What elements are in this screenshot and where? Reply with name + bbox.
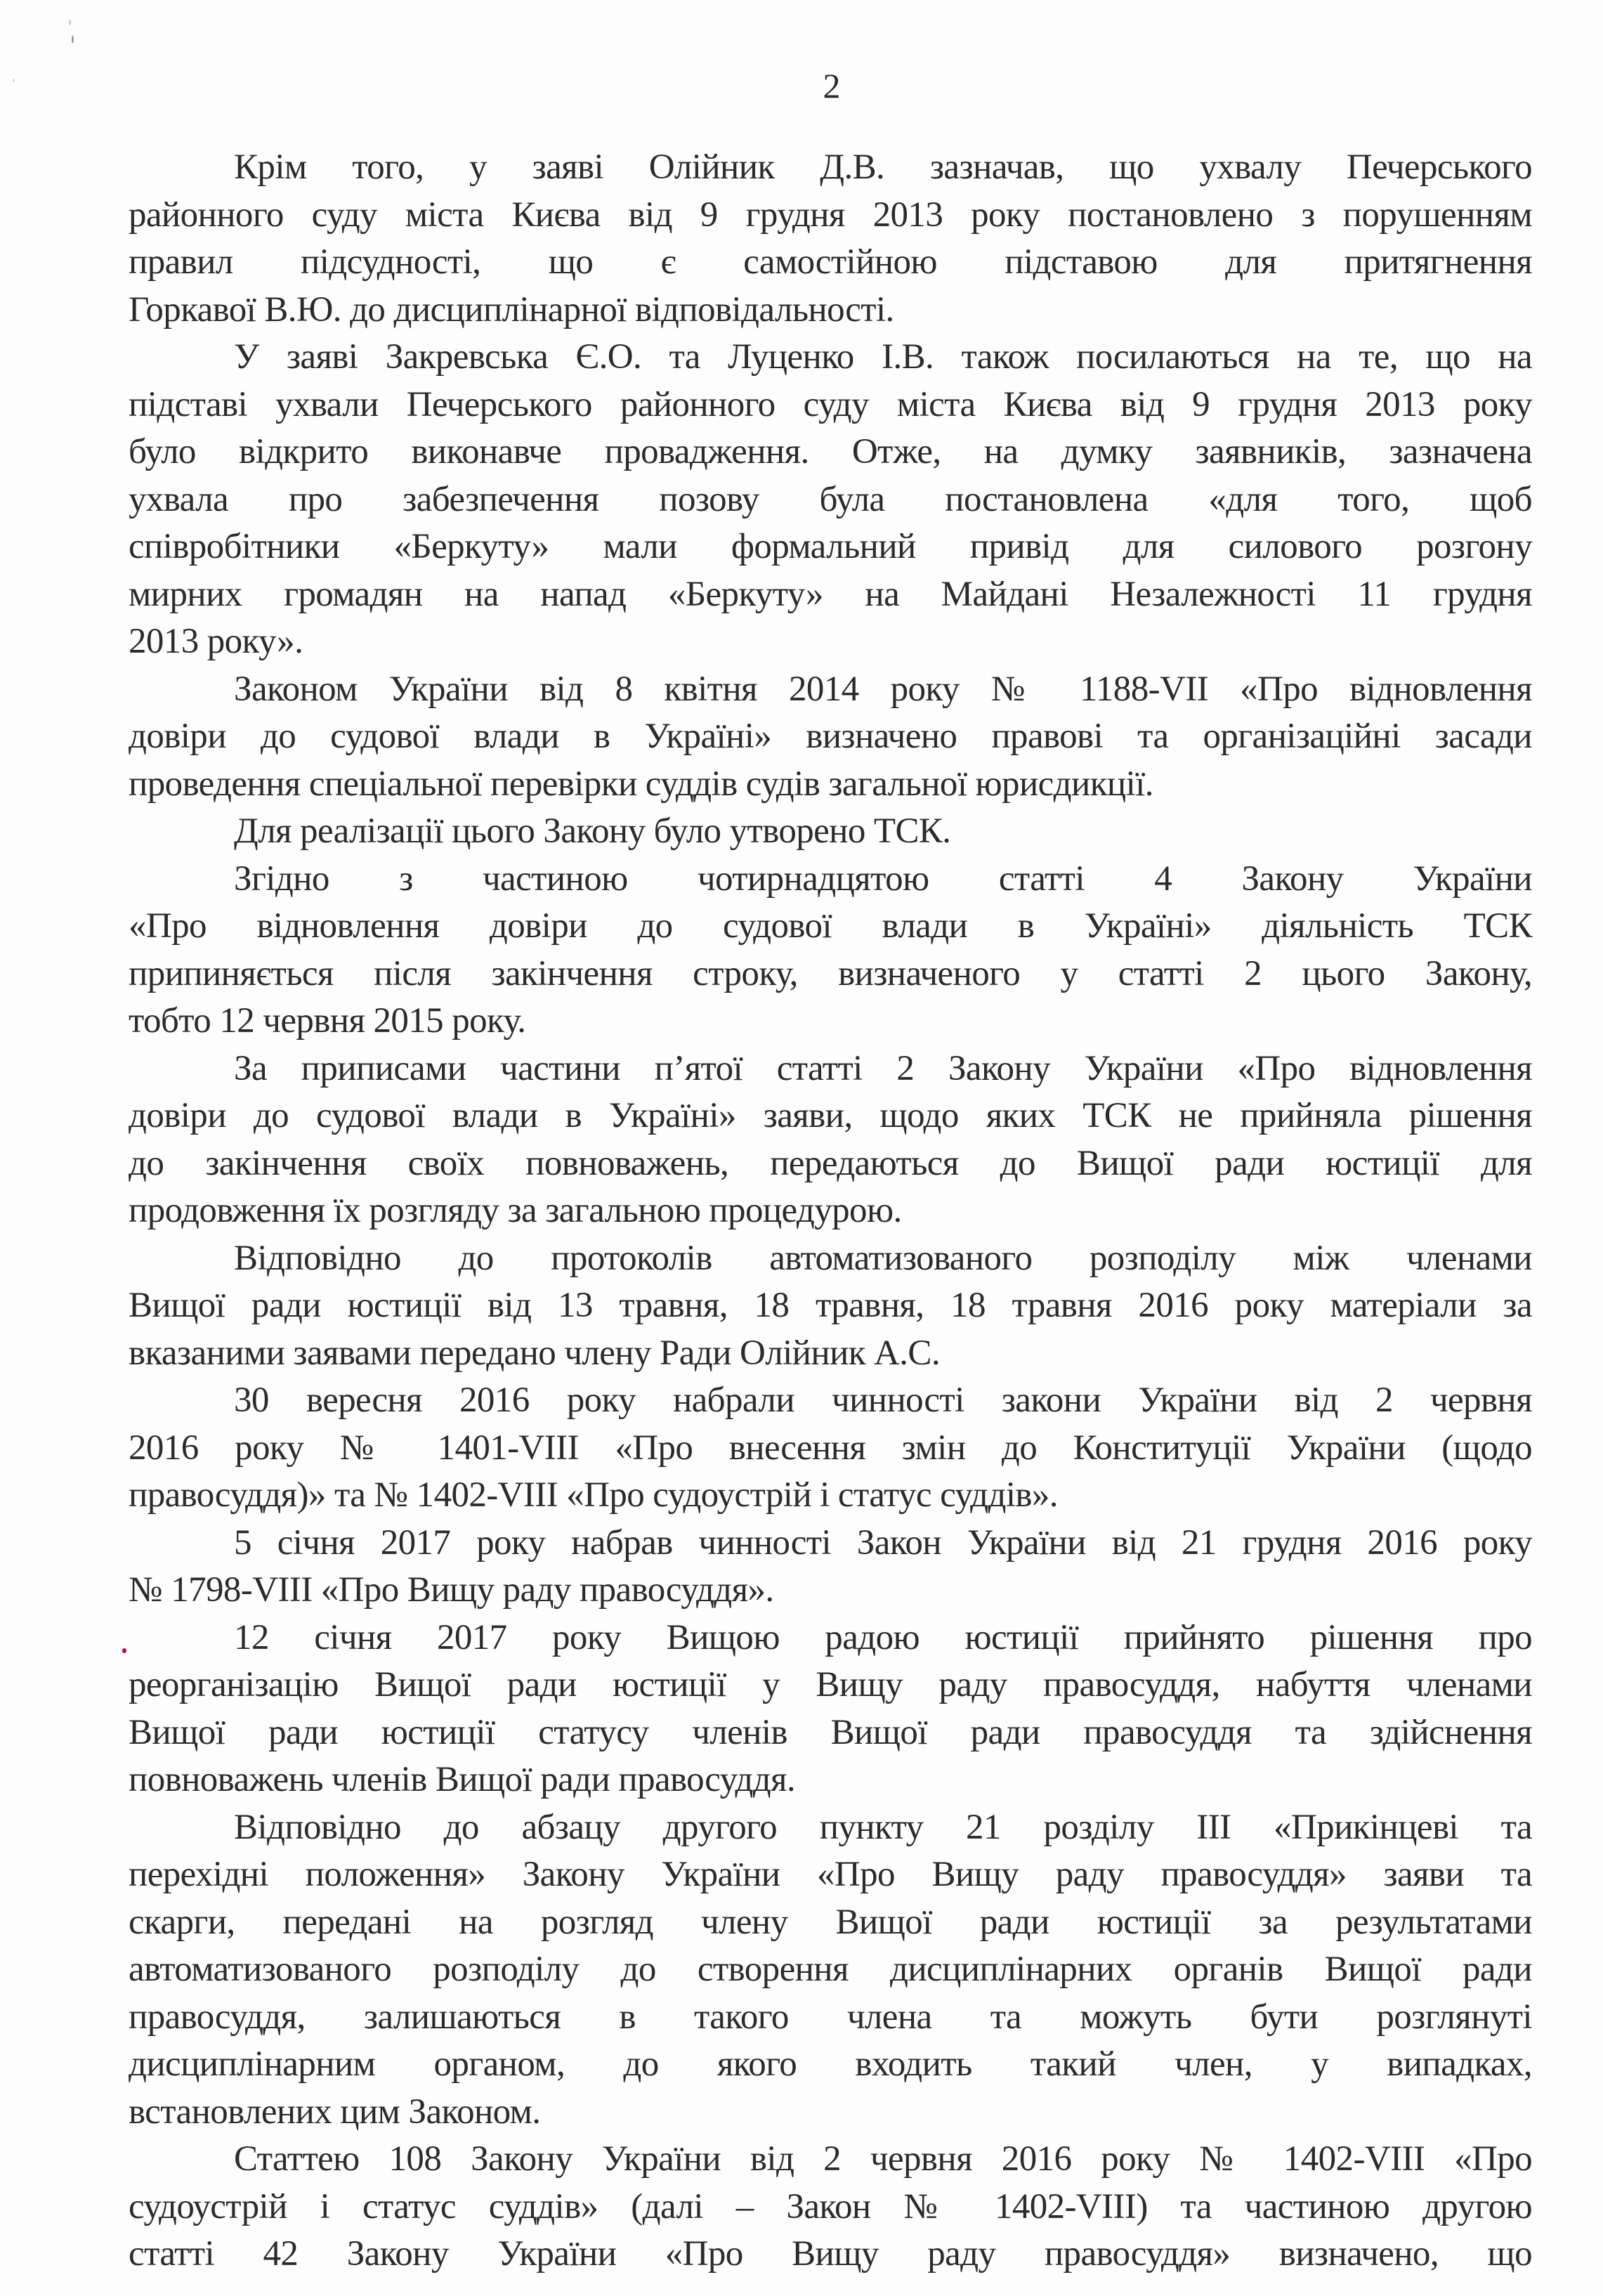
paragraph-first-line: 5 січня 2017 року набрав чинності Закон України від 21 грудня 2016 року [234,1522,1532,1563]
page-number: 2 [823,66,841,105]
paragraph [129,1520,1532,1615]
paragraph-first-line: Статтею 108 Закону України від 2 червня 2016 року № 1402-VIII «Про [234,2139,1532,2179]
paragraph-first-line: Законом України від 8 квітня 2014 року № 1188-VII «Про відновлення [234,669,1532,709]
paragraph-line: довіри до судової влади в Україні» визначено правові та організаційні засади [129,717,1532,756]
margin-ink-mark [122,1648,126,1653]
paragraph [129,1615,1532,1804]
paragraph-first-line: Згідно з частиною чотирнадцятою статті 4 Закону України [234,859,1532,899]
paragraph-line: співробітники «Беркуту» мали формальний привід для силового розгону [129,527,1532,566]
paragraph [129,666,1532,809]
paragraph-first-line: За приписами частини п’ятої статті 2 Закону України «Про відновлення [234,1048,1532,1088]
paragraph-line: перехідні положення» Закону України «Про Вищу раду правосуддя» заяви та [129,1855,1532,1894]
paragraph [129,1045,1532,1235]
paragraph [129,144,1532,334]
paragraph-line: 2013 року». [129,622,303,661]
paragraph-line: довіри до судової влади в Україні» заяви, щодо яких ТСК не прийняла рішення [129,1096,1532,1135]
paragraph-line: Вищої ради юстиції статусу членів Вищої ради правосуддя та здійснення [129,1712,1532,1752]
paragraph-line: встановлених цим Законом. [129,2092,541,2132]
paragraph-first-line: Крім того, у заяві Олійник Д.В. зазначав, що ухвалу Печерського [234,148,1532,187]
paragraph-first-line: 30 вересня 2016 року набрали чинності закони України від 2 червня [234,1381,1532,1420]
paragraph [129,2136,1532,2278]
paragraph-line: підставі ухвали Печерського районного суду міста Києва від 9 грудня 2013 року [129,384,1532,424]
paragraph-line: реорганізацію Вищої ради юстиції у Вищу раду правосуддя, набуття членами [129,1665,1532,1704]
paragraph [129,1235,1532,1378]
paragraph-line: районного суду міста Києва від 9 грудня 2013 року постановлено з порушенням [129,195,1532,235]
scan-speck [13,79,15,82]
paragraph-line: «Про відновлення довіри до судової влади в Україні» діяльність ТСК [129,906,1532,946]
paragraph-line: 2016 року № 1401-VIII «Про внесення змін до Конституції України (щодо [129,1428,1532,1468]
paragraph-line: вказаними заявами передано члену Ради Олійник А.С. [129,1333,941,1373]
paragraph-line: мирних громадян на напад «Беркуту» на Майдані Незалежності 11 грудня [129,574,1532,614]
paragraph-line: тобто 12 червня 2015 року. [129,1001,526,1041]
paragraph-line: правил підсудності, що є самостійною підставою для притягнення [129,242,1532,282]
paragraph-first-line: Відповідно до абзацу другого пункту 21 розділу III «Прикінцеві та [234,1807,1532,1847]
paragraph-line: було відкрито виконавче провадження. Отже, на думку заявників, зазначена [129,432,1532,471]
paragraph-line: автоматизованого розподілу до створення дисциплінарних органів Вищої ради [129,1950,1532,1989]
paragraph [129,334,1532,666]
paragraph-line: припиняється після закінчення строку, визначеного у статті 2 цього Закону, [129,953,1532,993]
paragraph-line: скарги, передані на розгляд члену Вищої ради юстиції за результатами [129,1902,1532,1942]
paragraph-line: ухвала про забезпечення позову була постановлена «для того, щоб [129,479,1532,519]
paragraph [129,808,1532,856]
paragraph [129,1377,1532,1520]
paragraph-line: дисциплінарним органом, до якого входить такий член, у випадках, [129,2044,1532,2084]
paragraph-line: повноважень членів Вищої ради правосуддя. [129,1760,796,1799]
paragraph-first-line: 12 січня 2017 року Вищою радою юстиції прийнято рішення про [234,1617,1532,1657]
paragraph-line: продовження їх розгляду за загальною процедурою. [129,1191,902,1230]
paragraph-line: Горкавої В.Ю. до дисциплінарної відповідальності. [129,289,894,330]
paragraph-line: правосуддя, залишаються в такого члена та можуть бути розглянуті [129,1997,1532,2037]
paragraph-line: судоустрій і статус суддів» (далі – Закон № 1402-VIII) та частиною другою [129,2186,1532,2226]
document-body [129,144,1532,2278]
scan-speck [69,20,71,25]
paragraph-line: статті 42 Закону України «Про Вищу раду правосуддя» визначено, що [129,2234,1532,2274]
paragraph-first-line: Для реалізації цього Закону було утворено ТСК. [234,811,951,851]
paragraph-line: № 1798-VIII «Про Вищу раду правосуддя». [129,1570,774,1610]
paragraph-line: проведення спеціальної перевірки суддів судів загальної юрисдикції. [129,764,1153,804]
paragraph-line: правосуддя)» та № 1402-VIII «Про судоустрій і статус суддів». [129,1475,1058,1515]
paragraph-first-line: У заяві Закревська Є.О. та Луценко І.В. також посилаються на те, що на [234,337,1532,377]
paragraph [129,856,1532,1045]
paragraph-line: Вищої ради юстиції від 13 травня, 18 травня, 18 травня 2016 року матеріали за [129,1286,1532,1325]
paragraph-line: до закінчення своїх повноважень, передаються до Вищої ради юстиції для [129,1143,1532,1183]
scan-speck [72,35,74,44]
paragraph-first-line: Відповідно до протоколів автоматизованого розподілу між членами [234,1238,1532,1278]
paragraph [129,1804,1532,2137]
